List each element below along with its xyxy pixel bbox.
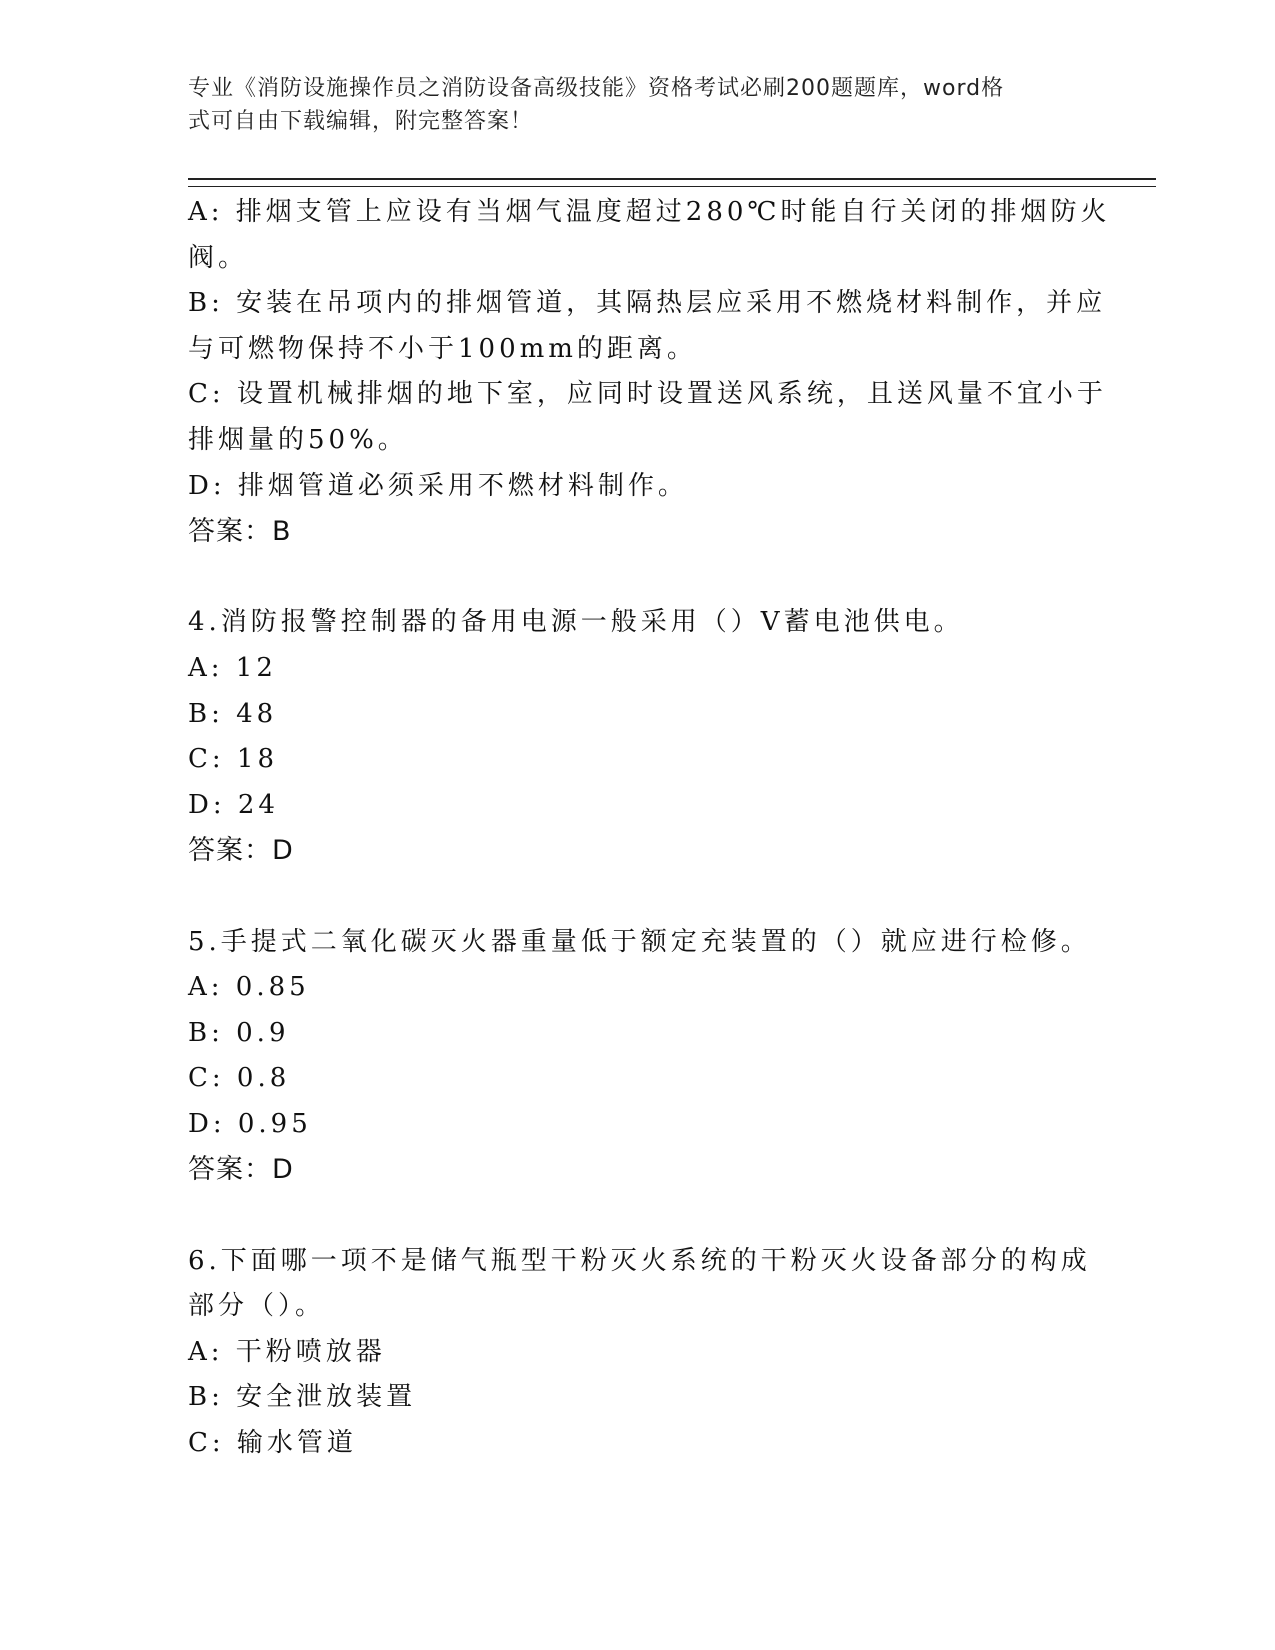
question-list <box>188 190 1111 1467</box>
option-c-line-2: 排烟量的50%。 <box>188 424 408 455</box>
question-4-block <box>188 600 1088 874</box>
question-spacer <box>188 1193 1088 1239</box>
option-b-line-2: 与可燃物保持不小于100mm的距离。 <box>188 333 697 364</box>
option-b: B: 安全泄放装置 <box>188 1382 417 1413</box>
option-b-line-1: B: 安装在吊项内的排烟管道，其隔热层应采用不燃烧材料制作，并应 <box>188 288 1107 319</box>
header-title-line-1: 专业《消防设施操作员之消防设备高级技能》资格考试必刷200题题库，word格 <box>188 76 1005 101</box>
option-c: C: 18 <box>188 744 279 775</box>
header-title-line-2: 式可自由下载编辑，附完整答案！ <box>188 109 534 134</box>
question-text: 5.手提式二氧化碳灭火器重量低于额定充装置的（）就应进行检修。 <box>188 926 1091 957</box>
question-3-block <box>188 190 1111 555</box>
question-spacer <box>188 555 1088 601</box>
option-b: B: 48 <box>188 698 278 729</box>
option-a: A: 12 <box>188 652 277 683</box>
option-d: D: 排烟管道必须采用不燃材料制作。 <box>188 470 688 501</box>
answer-label: 答案：D <box>188 1154 294 1186</box>
option-a: A: 干粉喷放器 <box>188 1336 386 1367</box>
option-a-line-1: A: 排烟支管上应设有当烟气温度超过280℃时能自行关闭的排烟防火 <box>188 197 1111 227</box>
question-text-line-1: 6.下面哪一项不是储气瓶型干粉灭火系统的干粉灭火设备部分的构成 <box>188 1245 1091 1276</box>
option-d: D: 0.95 <box>188 1108 312 1139</box>
option-c: C: 输水管道 <box>188 1428 357 1459</box>
option-a: A: 0.85 <box>188 972 310 1003</box>
header-divider <box>188 178 1156 187</box>
question-spacer <box>188 874 1088 920</box>
question-5-block <box>188 920 1091 1194</box>
answer-label: 答案：D <box>188 835 294 867</box>
document-header <box>188 72 1068 138</box>
option-c-line-1: C: 设置机械排烟的地下室，应同时设置送风系统，且送风量不宜小于 <box>188 379 1107 410</box>
answer-label: 答案：B <box>188 516 292 548</box>
option-c: C: 0.8 <box>188 1063 291 1094</box>
option-d: D: 24 <box>188 789 279 820</box>
option-b: B: 0.9 <box>188 1017 290 1048</box>
question-6-block <box>188 1239 1091 1467</box>
option-a-line-2: 阀。 <box>188 242 249 273</box>
question-text-line-2: 部分（）。 <box>188 1291 326 1322</box>
question-text: 4.消防报警控制器的备用电源一般采用（）V蓄电池供电。 <box>188 607 964 638</box>
